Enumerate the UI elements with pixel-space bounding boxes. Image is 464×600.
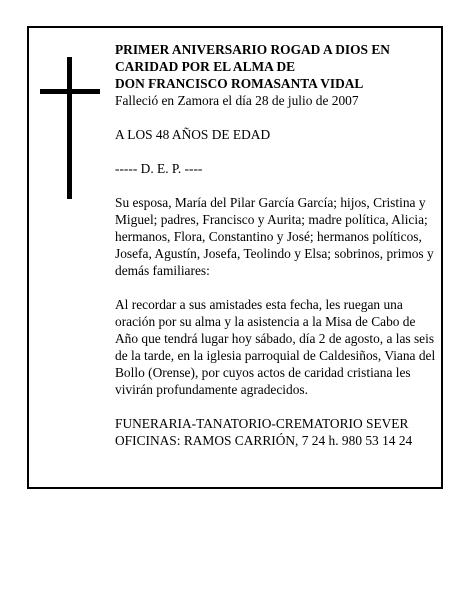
offices-line: OFICINAS: RAMOS CARRIÓN, 7 24 h. 980 53 14 24 [115, 433, 413, 448]
funeral-home: FUNERARIA-TANATORIO-CREMATORIO SEVER [115, 416, 409, 431]
family-paragraph: Su esposa, María del Pilar García García; hijos, Cristina y Miguel; padres, Francisco y Aurita; madre política, Alicia; hermanos, Flora, Constantino y José; hermanos políticos, Josefa, Agustín, Josefa, Teolindo y Elsa; sobrinos, primos y demás familiares: [115, 195, 434, 278]
death-info: Falleció en Zamora el día 28 de julio de 2007 [115, 93, 359, 108]
heading-line-2: CARIDAD POR EL ALMA DE [115, 59, 296, 74]
dep-line: ----- D. E. P. ---- [115, 161, 203, 176]
deceased-name: DON FRANCISCO ROMASANTA VIDAL [115, 76, 364, 91]
cross-icon [40, 57, 100, 199]
cross-horizontal-bar [40, 89, 100, 94]
ceremony-paragraph: Al recordar a sus amistades esta fecha, les ruegan una oración por su alma y la asistencia a la Misa de Cabo de Año que tendrá lugar hoy sábado, día 2 de agosto, a las seis de la tarde, en la iglesia parroquial de Caldesiños, Viana del Bollo (Orense), por cuyos actos de caridad cristiana les vivirán profundamente agradecidos. [115, 297, 436, 397]
cross-vertical-bar [67, 57, 72, 199]
notice-text [115, 41, 437, 449]
age-line: A LOS 48 AÑOS DE EDAD [115, 127, 271, 142]
heading-line-1: PRIMER ANIVERSARIO ROGAD A DIOS EN [115, 42, 390, 57]
obituary-notice [27, 26, 443, 489]
